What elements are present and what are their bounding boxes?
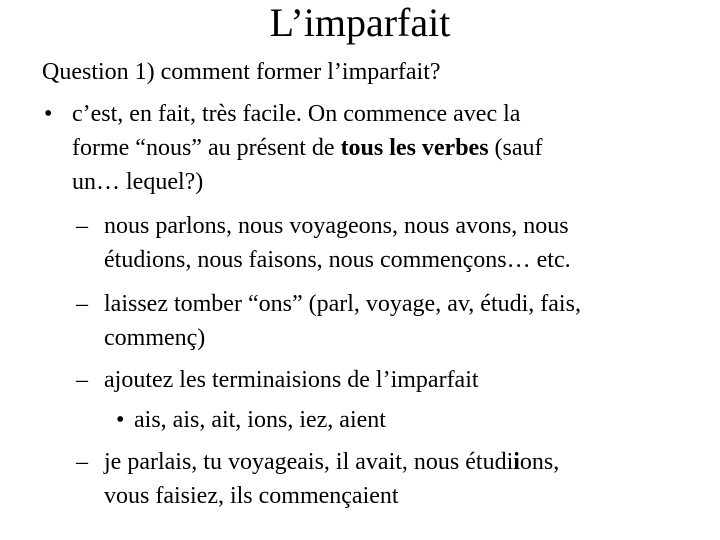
item1-line2-text: forme “nous” au présent de <box>72 135 341 161</box>
item1-bold-text: tous les verbes <box>340 135 489 161</box>
sub1-line2: étudions, nous faisons, nous commençons… etc. <box>104 247 571 273</box>
dash-marker: – <box>76 291 88 317</box>
sub4-line1-tail: ons, <box>519 449 560 475</box>
item1-line3: un… lequel?) <box>72 169 204 195</box>
sub4-line1-text: je parlais, tu voyageais, il avait, nous étudi <box>104 449 514 475</box>
sub2-line2: commenç) <box>104 325 206 351</box>
subsub1-line1: ais, ais, ait, ions, iez, aient <box>134 407 386 433</box>
slide-title: L’imparfait <box>269 0 451 45</box>
item1-line2 <box>72 134 543 162</box>
dash-marker: – <box>76 367 88 393</box>
sub4-line2: vous faisiez, ils commençaient <box>104 483 399 509</box>
bullet-marker: • <box>116 407 125 433</box>
item1-line1: c’est, en fait, très facile. On commence avec la <box>72 101 521 127</box>
bullet-marker: • <box>44 101 53 127</box>
dash-marker: – <box>76 449 88 475</box>
sub4-bold-letter: i <box>513 449 520 475</box>
sub1-line1: nous parlons, nous voyageons, nous avons, nous <box>104 213 569 239</box>
item1-line2-tail: (sauf <box>488 135 543 161</box>
sub4-line1 <box>104 448 559 476</box>
question-heading: Question 1) comment former l’imparfait? <box>42 59 441 85</box>
dash-marker: – <box>76 213 88 239</box>
sub2-line1: laissez tomber “ons” (parl, voyage, av, étudi, fais, <box>104 291 581 317</box>
sub3-line1: ajoutez les terminaisions de l’imparfait <box>104 367 479 393</box>
